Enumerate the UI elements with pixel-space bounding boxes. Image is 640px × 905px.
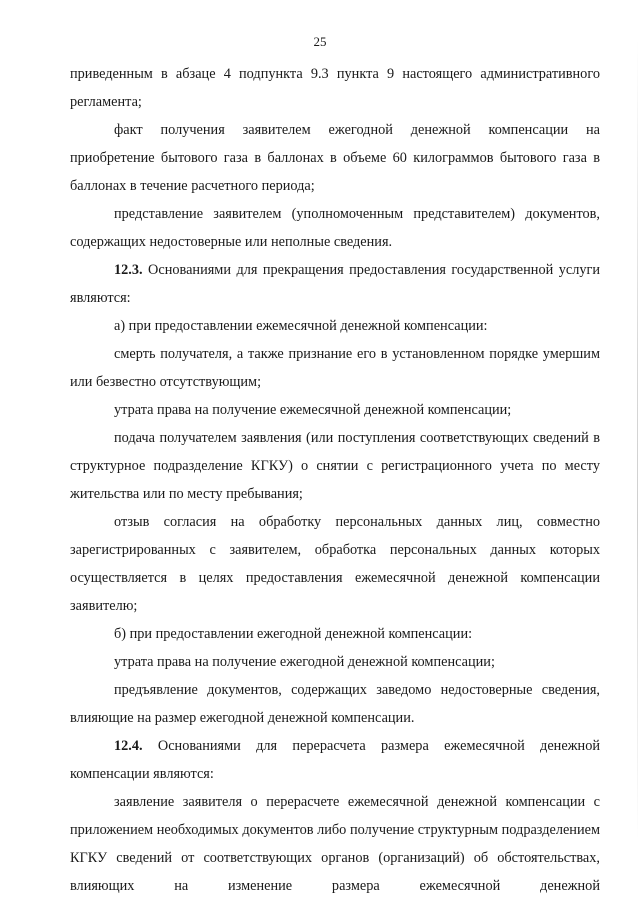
paragraph: утрата права на получение ежегодной денежной компенсации; — [114, 654, 495, 670]
scan-edge-shadow — [637, 40, 638, 840]
section-number: 12.3. — [114, 262, 143, 278]
page-number: 25 — [313, 34, 327, 49]
section-paragraph — [70, 732, 600, 788]
paragraph: приведенным в абзаце 4 подпункта 9.3 пункта 9 настоящего административного регламента; — [70, 66, 600, 110]
paragraph: б) при предоставлении ежегодной денежной компенсации: — [114, 626, 473, 642]
paragraph: смерть получателя, а также признание его в установленном порядке умершим или безвестно отсутствующим; — [70, 346, 600, 390]
paragraph: предъявление документов, содержащих заведомо недостоверные сведения, влияющие на размер ежегодной денежной компенсации. — [70, 682, 600, 726]
section-paragraph — [70, 256, 600, 312]
paragraph: подача получателем заявления (или поступления соответствующих сведений в структурное подразделение КГКУ) о снятии с регистрационного учета по месту жительства или по месту пребывания; — [70, 430, 600, 502]
paragraph-text: Основаниями для прекращения предоставления государственной услуги являются: — [70, 262, 600, 306]
paragraph: факт получения заявителем ежегодной денежной компенсации на приобретение бытового газа в баллонах в объеме 60 килограммов бытового газа в баллонах в течение расчетного периода; — [70, 122, 600, 194]
paragraph: отзыв согласия на обработку персональных данных лиц, совместно зарегистрированных с заявителем, обработка персональных данных которых осуществляется в целях предоставления ежемесячной денежной компенсации заявителю; — [70, 514, 600, 614]
document-body — [70, 60, 600, 900]
paragraph: заявление заявителя о перерасчете ежемесячной денежной компенсации с приложением необходимых документов либо получение структурным подразделением КГКУ сведений от соответствующих органов (организаций) об обстоятельствах, влияющих на изменение размера ежемесячной денежной — [70, 794, 600, 894]
paragraph-text: Основаниями для перерасчета размера ежемесячной денежной компенсации являются: — [70, 738, 600, 782]
paragraph: утрата права на получение ежемесячной денежной компенсации; — [114, 402, 512, 418]
paragraph: представление заявителем (уполномоченным представителем) документов, содержащих недостоверные или неполные сведения. — [70, 206, 600, 250]
section-number: 12.4. — [114, 738, 143, 754]
paragraph: а) при предоставлении ежемесячной денежной компенсации: — [114, 318, 488, 334]
